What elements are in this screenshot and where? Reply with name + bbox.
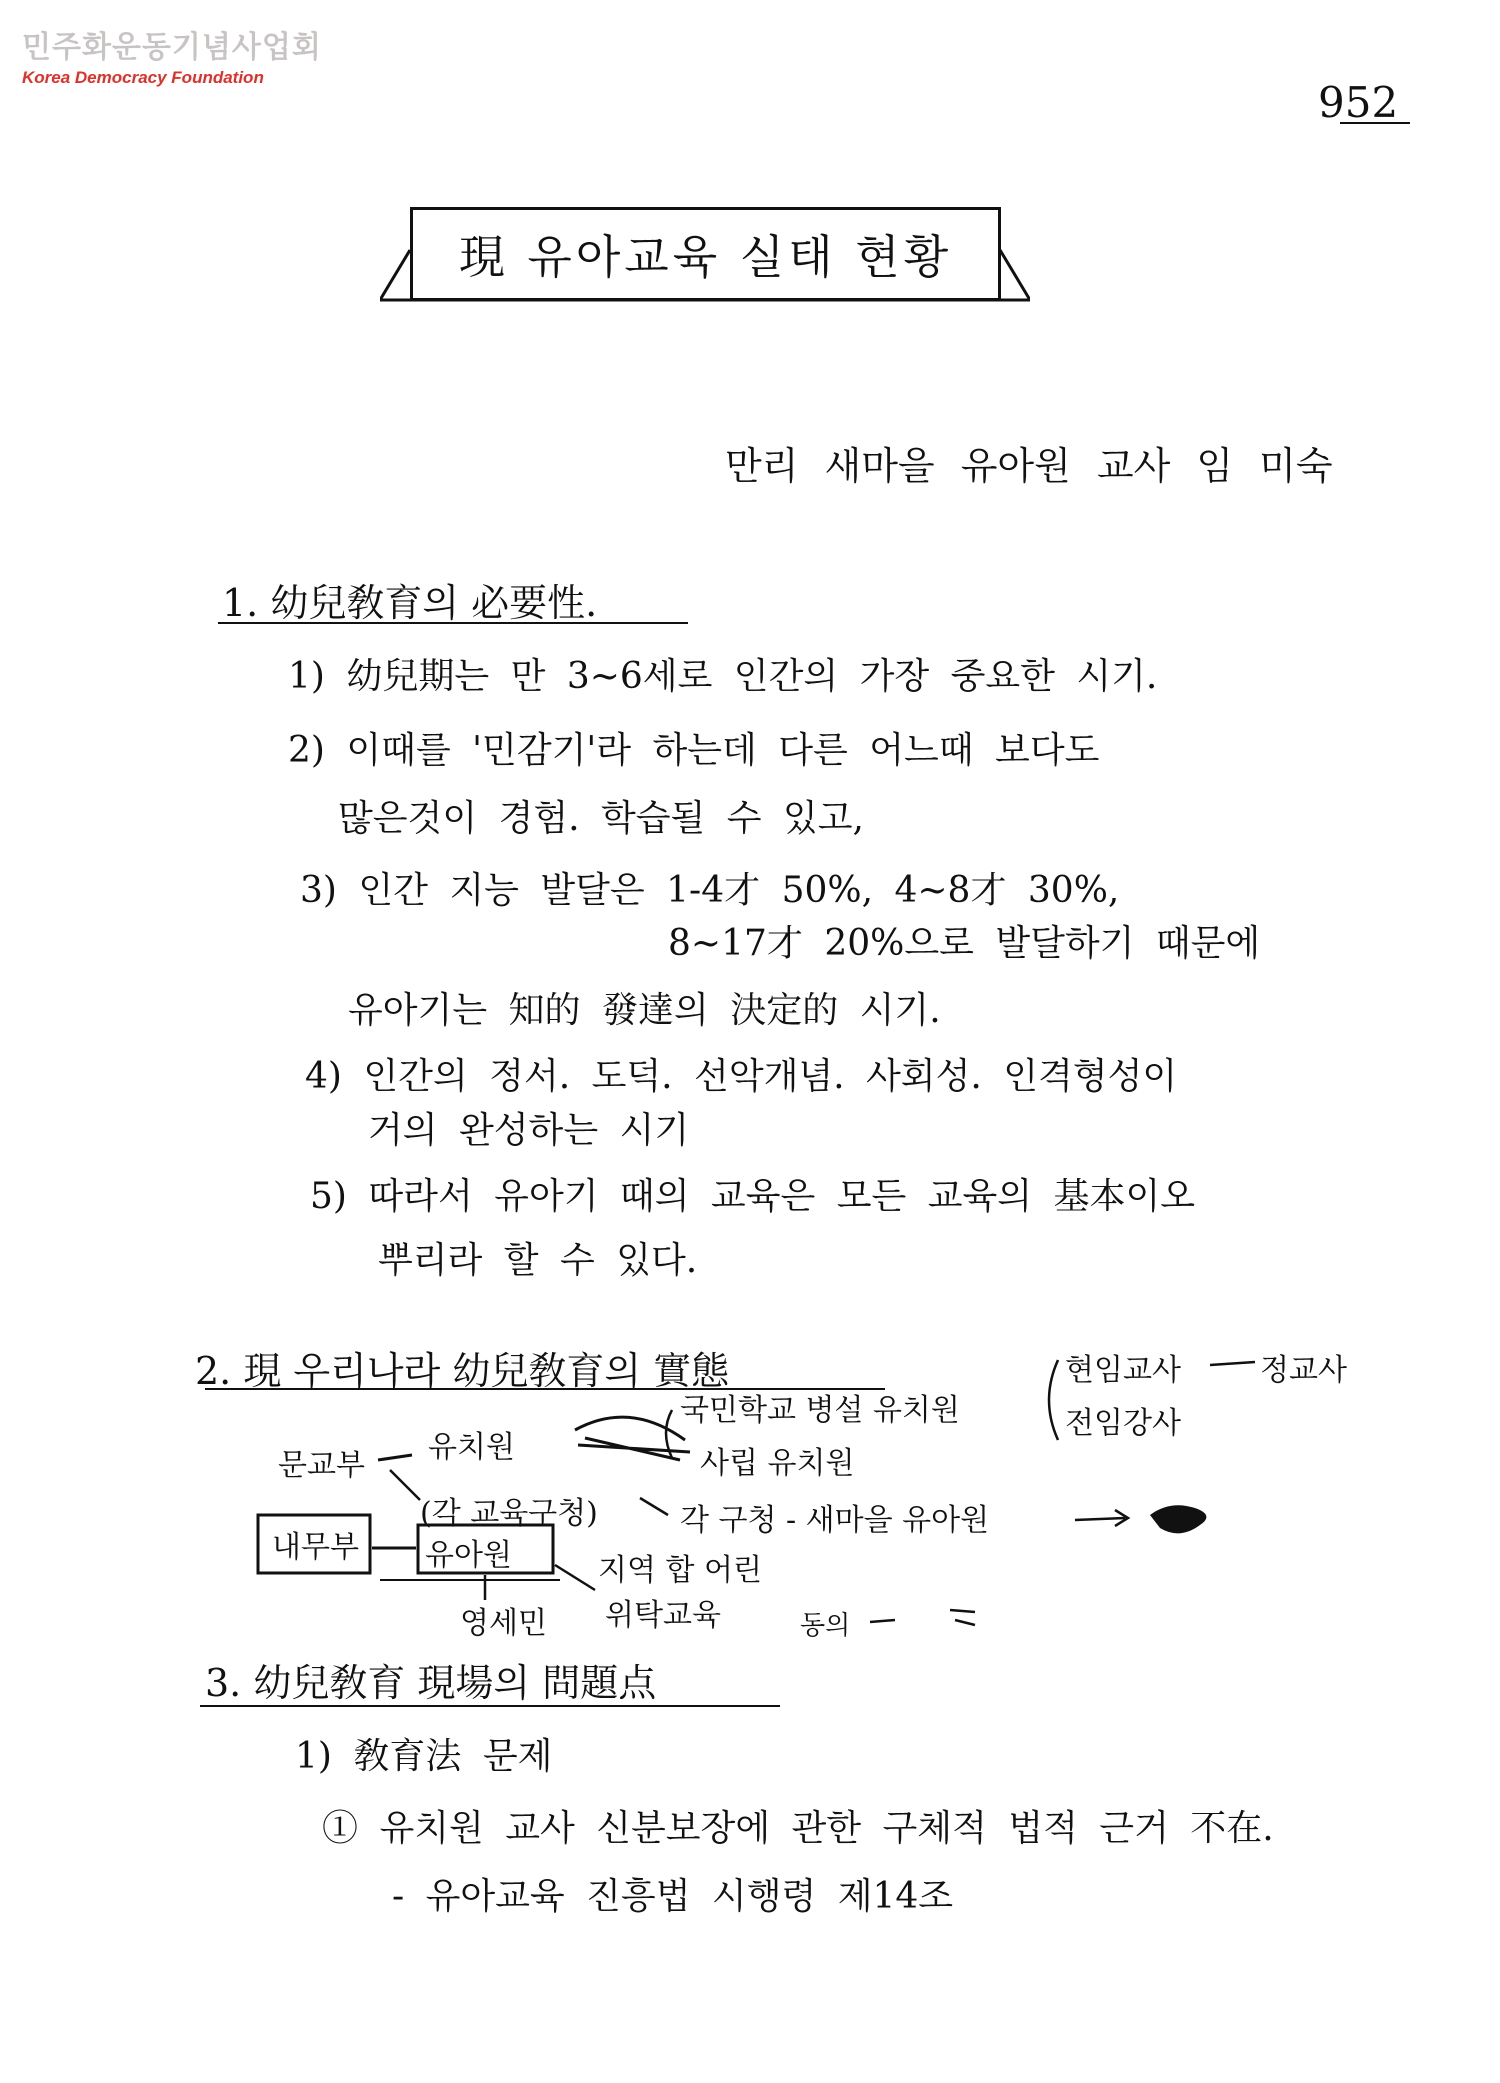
watermark-english: Korea Democracy Foundation bbox=[22, 68, 264, 87]
section3-subheading: 1) 敎育法 문제 bbox=[295, 1736, 553, 1777]
section1-item: 거의 완성하는 시기 bbox=[368, 1110, 690, 1151]
note-education-office: (각 교육구청) bbox=[420, 1496, 598, 1531]
section1-item: 유아기는 知的 發達의 決定的 시기. bbox=[348, 990, 941, 1031]
note-kindergarten: 유치원 bbox=[428, 1430, 515, 1465]
note-consignment: 위탁교육 bbox=[605, 1598, 721, 1633]
section3-item: ① 유치원 교사 신분보장에 관한 구체적 법적 근거 不在. bbox=[322, 1808, 1274, 1849]
note-regional: 지역 합 어린 bbox=[598, 1553, 762, 1588]
section1-item: 5) 따라서 유아기 때의 교육은 모든 교육의 基本이오 bbox=[310, 1176, 1196, 1217]
note-teacher-type: 전임강사 bbox=[1065, 1406, 1181, 1441]
section2-heading: 2. 現 우리나라 幼兒敎育의 實態 bbox=[195, 1349, 730, 1393]
note-low-income: 영세민 bbox=[460, 1606, 547, 1641]
note-home-affairs: 내무부 bbox=[272, 1530, 359, 1565]
section3-underline bbox=[200, 1705, 780, 1707]
section1-item: 1) 幼兒期는 만 3~6세로 인간의 가장 중요한 시기. bbox=[288, 656, 1158, 697]
note-public-kindergarten: 국민학교 병설 유치원 bbox=[680, 1393, 960, 1428]
note-preschool: 유아원 bbox=[425, 1538, 512, 1573]
section1-item: 뿌리라 할 수 있다. bbox=[378, 1240, 698, 1281]
page-number: 952 bbox=[1318, 78, 1399, 127]
note-count: 동의 bbox=[800, 1611, 851, 1641]
note-moe: 문교부 bbox=[278, 1448, 365, 1483]
section1-item: 많은것이 경험. 학습될 수 있고, bbox=[338, 798, 864, 839]
section3-heading: 3. 幼兒敎育 現場의 問題点 bbox=[205, 1661, 657, 1705]
note-private-kindergarten: 사립 유치원 bbox=[700, 1446, 855, 1481]
watermark-korean: 민주화운동기념사업회 bbox=[22, 30, 322, 65]
author-line: 만리 새마을 유아원 교사 임 미숙 bbox=[725, 444, 1333, 488]
section1-item: 3) 인간 지능 발달은 1-4才 50%, 4~8才 30%, bbox=[300, 870, 1120, 911]
section3-item: - 유아교육 진흥법 시행령 제14조 bbox=[392, 1876, 954, 1917]
section1-heading: 1. 幼兒敎育의 必要性. bbox=[222, 581, 598, 625]
note-teacher-type: 현임교사 bbox=[1065, 1353, 1181, 1388]
section1-item: 8~17才 20%으로 발달하기 때문에 bbox=[668, 923, 1261, 964]
page-title: 現 유아교육 실태 현황 bbox=[410, 207, 1001, 301]
note-district: 각 구청 - 새마을 유아원 bbox=[680, 1503, 990, 1538]
section1-item: 4) 인간의 정서. 도덕. 선악개념. 사회성. 인격형성이 bbox=[305, 1056, 1178, 1097]
section1-item: 2) 이때를 '민감기'라 하는데 다른 어느때 보다도 bbox=[288, 730, 1100, 771]
note-arrow-target: 정교사 bbox=[1260, 1353, 1347, 1388]
